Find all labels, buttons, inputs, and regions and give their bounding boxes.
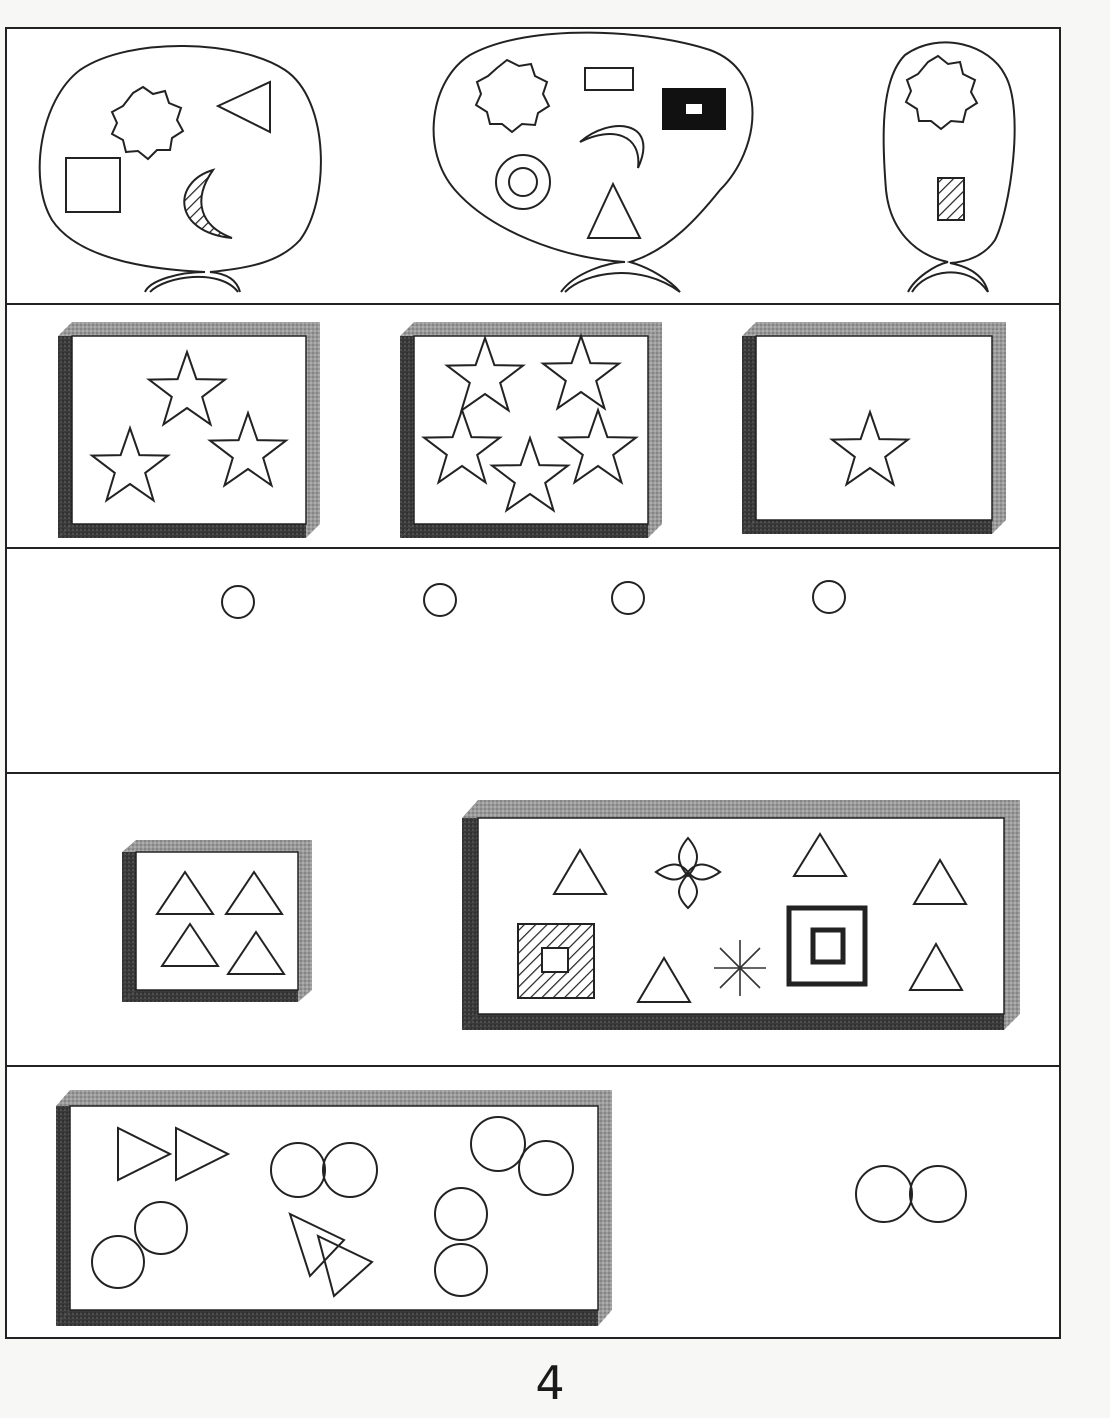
large-mixed-box [462,800,1020,1030]
hatched-square-icon [518,924,594,998]
pairs-box [56,1090,612,1326]
row-2-star-boxes [58,322,1006,538]
star-box-3 [742,322,1006,534]
page-number: 4 [535,1356,565,1410]
star-box-1 [58,322,320,538]
hatched-rectangle-icon [938,178,964,220]
star-box-2 [400,322,662,538]
inner-window [686,104,702,114]
small-triangle-box [122,840,312,1002]
